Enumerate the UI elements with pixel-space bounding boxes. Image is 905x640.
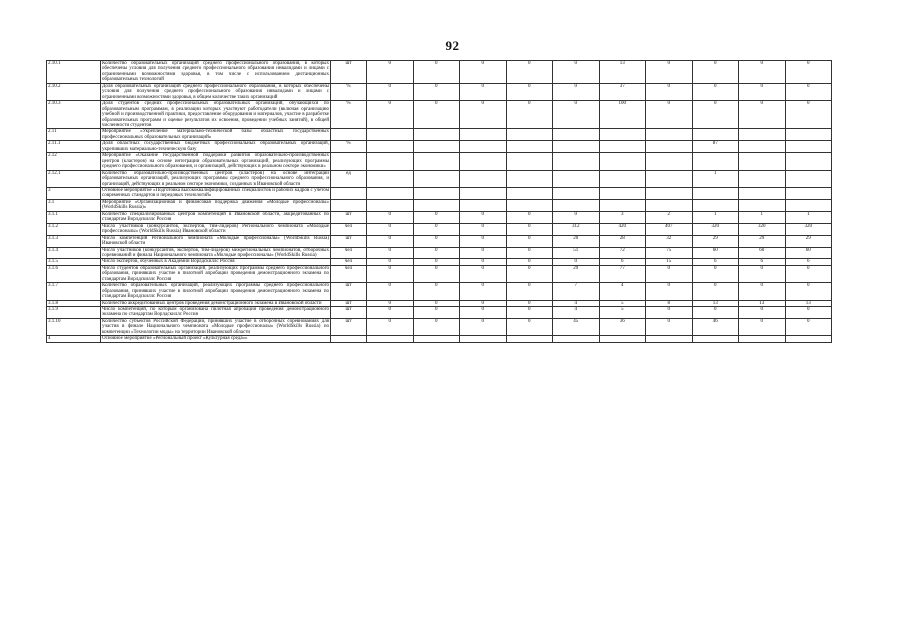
row-value: 13 — [785, 300, 832, 306]
row-value: 0 — [553, 83, 600, 100]
row-unit: шт — [331, 300, 367, 306]
table-row — [47, 199, 832, 211]
row-value: 0 — [739, 307, 786, 319]
row-value: 37 — [599, 83, 646, 100]
row-value: 0 — [739, 265, 786, 282]
row-value: 0 — [367, 259, 414, 265]
row-value — [692, 187, 739, 199]
row-value: 4 — [599, 283, 646, 300]
row-value — [413, 187, 460, 199]
row-value — [460, 199, 507, 211]
row-name: Количество образовательных организаций среднего профессионального образования, в которых обеспечены условия для получения среднего профессионального образования инвалидами и лицами с ограниченными возможностями здоровья, в том числе с использованием дистанционных образовательных технологий — [102, 61, 329, 83]
row-value: 29 — [692, 235, 739, 247]
row-value: 8 — [646, 300, 693, 306]
row-value — [739, 170, 786, 187]
row-value: 4 — [553, 307, 600, 319]
row-name: Число студентов образовательных организаций, реализующих программы среднего профессионального образования, принявших участие в пилотной апробации проведения демонстрационного экзамена по стандартам Ворлдскиллс Россия — [102, 265, 329, 282]
row-value — [460, 336, 507, 342]
row-value: 0 — [460, 61, 507, 84]
row-code: 2.11.1 — [47, 141, 101, 153]
row-value — [739, 129, 786, 141]
row-value — [553, 170, 600, 187]
row-name: Количество аккредитованных центров проведения демонстрационного экзамена в Ивановской области — [101, 300, 331, 306]
row-value: 0 — [506, 235, 553, 247]
row-value — [460, 170, 507, 187]
row-value: 0 — [367, 61, 414, 84]
row-value: 15 — [646, 259, 693, 265]
row-value: 0 — [367, 265, 414, 282]
row-value: 6 — [599, 259, 646, 265]
page-number: 92 — [445, 38, 460, 53]
row-name: Число экспертов, обученных в Академии Ворлдскиллс Россия — [101, 259, 331, 265]
row-value — [739, 199, 786, 211]
row-name: Мероприятие «Укрепление материально-технической базы областных государственных профессиональных образовательных организаций» — [102, 129, 329, 140]
row-value — [692, 153, 739, 170]
row-value: 0 — [506, 223, 553, 235]
row-value: 1 — [692, 211, 739, 223]
row-value — [413, 170, 460, 187]
row-value — [599, 336, 646, 342]
row-value — [646, 336, 693, 342]
row-value: 29 — [785, 235, 832, 247]
row-code: 2.11 — [47, 129, 101, 141]
row-name: Доля образовательных организаций среднего профессионального образования, в которых обеспечены условия для получения среднего профессионального образования инвалидами и лицами с ограниченными возможностями здоровья, в общем количестве таких организаций — [102, 83, 329, 100]
row-value — [413, 141, 460, 153]
row-value — [506, 153, 553, 170]
row-value — [460, 129, 507, 141]
row-value — [506, 336, 553, 342]
row-value: 32 — [646, 235, 693, 247]
row-value — [692, 199, 739, 211]
row-value — [599, 170, 646, 187]
row-value: 6 — [785, 259, 832, 265]
row-unit — [331, 199, 367, 211]
row-value: 29 — [739, 235, 786, 247]
row-value: 0 — [413, 223, 460, 235]
table-row — [47, 336, 832, 342]
row-value: 0 — [506, 211, 553, 223]
row-value: 0 — [460, 83, 507, 100]
row-unit: шт — [331, 235, 367, 247]
table-row — [47, 235, 832, 247]
row-value — [506, 141, 553, 153]
row-value — [785, 129, 832, 141]
row-value — [413, 199, 460, 211]
row-value: 0 — [785, 318, 832, 335]
row-value: 0 — [460, 247, 507, 259]
row-name: Число участников (конкурсантов, экспертов, тим-лидеров) межрегиональных чемпионатов, отборочных соревнований и финала Национального чемпионата «Молодые профессионалы» (WorldSkills Russia) — [102, 247, 329, 258]
row-value: 0 — [785, 283, 832, 300]
row-value — [739, 153, 786, 170]
row-value: 0 — [460, 101, 507, 129]
row-value — [692, 129, 739, 141]
row-value — [739, 187, 786, 199]
row-value — [367, 336, 414, 342]
row-value — [506, 199, 553, 211]
row-value: 0 — [692, 307, 739, 319]
row-value: 1 — [785, 211, 832, 223]
row-value: 60 — [785, 247, 832, 259]
row-value: 0 — [367, 211, 414, 223]
row-value — [646, 187, 693, 199]
row-value: 0 — [413, 211, 460, 223]
row-value: 0 — [646, 318, 693, 335]
row-value: 0 — [506, 265, 553, 282]
row-value: 72 — [599, 247, 646, 259]
row-unit: чел — [331, 223, 367, 235]
row-value — [413, 153, 460, 170]
row-value — [785, 199, 832, 211]
row-value — [506, 187, 553, 199]
row-name: Количество субъектов Российской Федерации, принявших участие в отборочных соревнованиях для участия в финале Национального чемпионата «Молодые профессионалы» (WorldSkills Russia) по компетенции «Технологии моды» на территории Ивановской области — [102, 318, 329, 335]
table-row — [47, 170, 832, 187]
row-code: 2.10.2 — [47, 83, 101, 100]
row-value: 77 — [599, 265, 646, 282]
row-value: 87 — [692, 141, 739, 153]
row-value: 6 — [692, 259, 739, 265]
row-value: 0 — [553, 101, 600, 129]
row-value — [646, 141, 693, 153]
row-value: 0 — [413, 307, 460, 319]
row-value: 20 — [553, 235, 600, 247]
table-row — [47, 61, 832, 84]
row-value: 60 — [692, 247, 739, 259]
row-value: 3 — [599, 211, 646, 223]
row-value: 0 — [553, 61, 600, 84]
row-code: 3.1.8 — [47, 300, 101, 306]
row-value: 0 — [646, 307, 693, 319]
row-value — [460, 187, 507, 199]
row-value: 0 — [367, 235, 414, 247]
table-row — [47, 129, 832, 141]
row-value: 0 — [506, 300, 553, 306]
row-code: 3.1.6 — [47, 265, 101, 282]
row-value: 0 — [367, 83, 414, 100]
row-value: 0 — [692, 101, 739, 129]
row-name: Число участников (конкурсантов, экспертов, тим-лидеров) Регионального чемпионата «Молодые профессионалы» (WorldSkills Russia) Ивановской области — [102, 223, 329, 235]
row-value: 1 — [739, 211, 786, 223]
row-value — [553, 199, 600, 211]
row-value: 0 — [785, 307, 832, 319]
row-value: 0 — [506, 318, 553, 335]
row-unit: шт — [331, 318, 367, 335]
row-value: 0 — [506, 101, 553, 129]
row-value: 0 — [553, 211, 600, 223]
row-unit — [331, 153, 367, 170]
row-value: 0 — [460, 223, 507, 235]
row-code: 2.12.1 — [47, 170, 101, 187]
row-value: 51 — [553, 247, 600, 259]
row-value — [646, 153, 693, 170]
row-value — [506, 170, 553, 187]
row-name: Количество образовательных организаций, реализующих программы среднего профессионального образования, принявших участие в пилотной апробации проведения демонстрационного экзамена по стандартам Ворлдскиллс Россия — [102, 283, 329, 300]
row-value: 0 — [367, 307, 414, 319]
row-value: 2 — [646, 211, 693, 223]
row-value — [553, 187, 600, 199]
row-value — [553, 129, 600, 141]
row-name: Количество образовательно-производственных центров (кластеров) на основе интеграции образовательных организаций, реализующих программы среднего профессионального образования, и организаций, действующих в реальном секторе экономики, созданных в Ивановской области — [102, 170, 329, 187]
row-unit: % — [331, 141, 367, 153]
row-value: 0 — [413, 300, 460, 306]
row-value — [599, 153, 646, 170]
row-value: 0 — [692, 83, 739, 100]
row-unit: чел — [331, 247, 367, 259]
row-code: 3.1.2 — [47, 223, 101, 235]
row-value: 0 — [739, 61, 786, 84]
row-code: 3.1.1 — [47, 211, 101, 223]
row-value — [646, 199, 693, 211]
row-value: 0 — [460, 211, 507, 223]
row-value: 75 — [646, 247, 693, 259]
row-code: 3.1.7 — [47, 283, 101, 300]
row-value: 0 — [367, 223, 414, 235]
row-value — [646, 129, 693, 141]
row-unit — [331, 187, 367, 199]
row-value: 0 — [413, 283, 460, 300]
row-code: 3 — [47, 187, 101, 199]
row-value: 0 — [460, 300, 507, 306]
row-value: 36 — [599, 318, 646, 335]
row-value: 100 — [599, 101, 646, 129]
row-unit: % — [331, 83, 367, 100]
row-value: 0 — [553, 259, 600, 265]
row-unit: шт — [331, 283, 367, 300]
row-name: Число компетенций, по которым организована пилотная апробация проведения демонстрационного экзамена по стандартам Ворлдскиллс Россия — [102, 307, 329, 318]
row-value: 0 — [506, 247, 553, 259]
row-name: Основное мероприятие «Подготовка высококвалифицированных специалистов и рабочих кадров с учетом современных стандартов и передовых технологий» — [102, 187, 329, 199]
row-value — [553, 336, 600, 342]
table-row — [47, 283, 832, 300]
row-value: 0 — [367, 318, 414, 335]
table-row — [47, 101, 832, 129]
row-name: Доля областных государственных бюджетных профессиональных образовательных организаций, укрепивших материально-техническую базу — [102, 141, 329, 152]
row-value: 0 — [413, 265, 460, 282]
row-name: Мероприятие «Организационная и финансовая поддержка движения «Молодые профессионалы» (WorldSkills Russia)» — [102, 199, 329, 211]
row-code: 3.1.9 — [47, 307, 101, 319]
row-unit: шт — [331, 61, 367, 84]
row-code: 3.1.4 — [47, 247, 101, 259]
row-value: 28 — [599, 235, 646, 247]
row-value: 0 — [646, 101, 693, 129]
row-value: 320 — [692, 223, 739, 235]
row-value — [413, 336, 460, 342]
row-value: 0 — [460, 283, 507, 300]
table-row — [47, 223, 832, 235]
row-value — [367, 170, 414, 187]
row-value: 0 — [646, 265, 693, 282]
row-value: 0 — [692, 61, 739, 84]
row-value — [460, 141, 507, 153]
row-value: 0 — [739, 318, 786, 335]
table-row — [47, 247, 832, 259]
row-value: 0 — [739, 83, 786, 100]
row-value: 0 — [506, 259, 553, 265]
row-value — [646, 170, 693, 187]
row-code: 2.10.3 — [47, 101, 101, 129]
row-value: 0 — [367, 101, 414, 129]
row-code: 2.12 — [47, 153, 101, 170]
row-code: 3.1 — [47, 199, 101, 211]
row-value — [367, 187, 414, 199]
table-row — [47, 211, 832, 223]
row-value — [599, 129, 646, 141]
row-value: 0 — [460, 235, 507, 247]
row-value: 320 — [785, 223, 832, 235]
row-value: 0 — [692, 283, 739, 300]
row-value: 0 — [413, 83, 460, 100]
table-row — [47, 83, 832, 100]
row-value: 0 — [739, 283, 786, 300]
row-unit: % — [331, 101, 367, 129]
row-value: 13 — [739, 300, 786, 306]
row-value — [785, 141, 832, 153]
table-row — [47, 187, 832, 199]
row-value: 0 — [646, 283, 693, 300]
row-value: 420 — [599, 223, 646, 235]
table-row — [47, 318, 832, 335]
row-value: 45 — [553, 318, 600, 335]
row-value: 0 — [367, 300, 414, 306]
row-value: 60 — [739, 247, 786, 259]
row-unit — [331, 129, 367, 141]
row-unit: чел — [331, 259, 367, 265]
row-value: 0 — [413, 61, 460, 84]
row-value — [739, 141, 786, 153]
row-value: 5 — [599, 307, 646, 319]
indicators-table — [46, 60, 832, 343]
table-row — [47, 153, 832, 170]
row-value: 312 — [553, 223, 600, 235]
row-value: 0 — [506, 283, 553, 300]
row-value — [553, 141, 600, 153]
row-value — [785, 336, 832, 342]
row-value: 320 — [739, 223, 786, 235]
row-value: 5 — [599, 300, 646, 306]
row-value: 0 — [413, 247, 460, 259]
row-value: 0 — [646, 83, 693, 100]
row-code: 4 — [47, 336, 101, 342]
row-value: 0 — [460, 265, 507, 282]
row-value — [367, 129, 414, 141]
row-value: 0 — [506, 307, 553, 319]
row-name: Основное мероприятие «Региональный проект «Культурная среда»» — [101, 336, 331, 342]
row-code: 2.10.1 — [47, 61, 101, 84]
row-value: 0 — [413, 101, 460, 129]
row-unit — [331, 336, 367, 342]
row-value: 29 — [553, 265, 600, 282]
row-unit: чел — [331, 265, 367, 282]
row-value: 0 — [367, 283, 414, 300]
row-unit: ед — [331, 170, 367, 187]
row-value — [367, 141, 414, 153]
row-value — [599, 199, 646, 211]
row-value — [460, 153, 507, 170]
row-value: 0 — [413, 259, 460, 265]
row-value: 1 — [692, 170, 739, 187]
row-value: 0 — [785, 83, 832, 100]
row-value: 0 — [460, 259, 507, 265]
row-value: 4 — [553, 300, 600, 306]
row-value: 0 — [785, 265, 832, 282]
row-value: 13 — [599, 61, 646, 84]
table-row — [47, 307, 832, 319]
row-value: 0 — [646, 61, 693, 84]
row-name: Число компетенций Регионального чемпионата «Молодые профессионалы» (WorldSkills Russia) Ивановской области — [102, 235, 329, 247]
row-value — [785, 170, 832, 187]
row-value — [367, 199, 414, 211]
row-value: 0 — [692, 265, 739, 282]
row-value — [599, 187, 646, 199]
row-value: 0 — [506, 61, 553, 84]
row-value: 0 — [506, 83, 553, 100]
row-value: 0 — [367, 247, 414, 259]
row-name: Мероприятие «Оказание государственной поддержки развития образовательно-производственных центров (кластеров) на основе интеграции образовательных организаций, реализующих программы среднего профессионального образования, и организаций, действующих в реальном секторе экономики» — [102, 153, 329, 170]
table-row — [47, 265, 832, 282]
row-value: 46 — [692, 318, 739, 335]
row-value — [413, 129, 460, 141]
table-row — [47, 141, 832, 153]
row-value — [367, 153, 414, 170]
row-value: 0 — [460, 318, 507, 335]
row-value: 0 — [460, 307, 507, 319]
row-unit: шт — [331, 307, 367, 319]
row-value — [739, 336, 786, 342]
row-value: 0 — [739, 101, 786, 129]
row-code: 3.1.5 — [47, 259, 101, 265]
row-code: 3.1.10 — [47, 318, 101, 335]
row-value — [692, 336, 739, 342]
row-value: 13 — [692, 300, 739, 306]
row-value: 0 — [413, 235, 460, 247]
row-value: 0 — [785, 61, 832, 84]
row-value — [599, 141, 646, 153]
row-value: 6 — [739, 259, 786, 265]
row-value: 0 — [413, 318, 460, 335]
row-unit: шт — [331, 211, 367, 223]
row-value — [785, 187, 832, 199]
row-code: 3.1.3 — [47, 235, 101, 247]
row-name: Доля студентов средних профессиональных образовательных организаций, обучающихся по образовательным программам, в реализации которых участвуют работодатели (включая организацию учебной и производственной практики, предоставление оборудования и материалов, участие в разработке образовательных программ и оценке результатов их освоения, проведении учебных занятий), в общей численности студентов — [102, 101, 329, 128]
row-value: 7 — [553, 283, 600, 300]
row-value — [506, 129, 553, 141]
row-value — [553, 153, 600, 170]
row-value: 407 — [646, 223, 693, 235]
row-value — [785, 153, 832, 170]
row-name: Количество специализированных центров компетенций в Ивановской области, аккредитованных по стандартам Ворлдскиллс Россия — [102, 211, 329, 223]
row-value: 0 — [785, 101, 832, 129]
